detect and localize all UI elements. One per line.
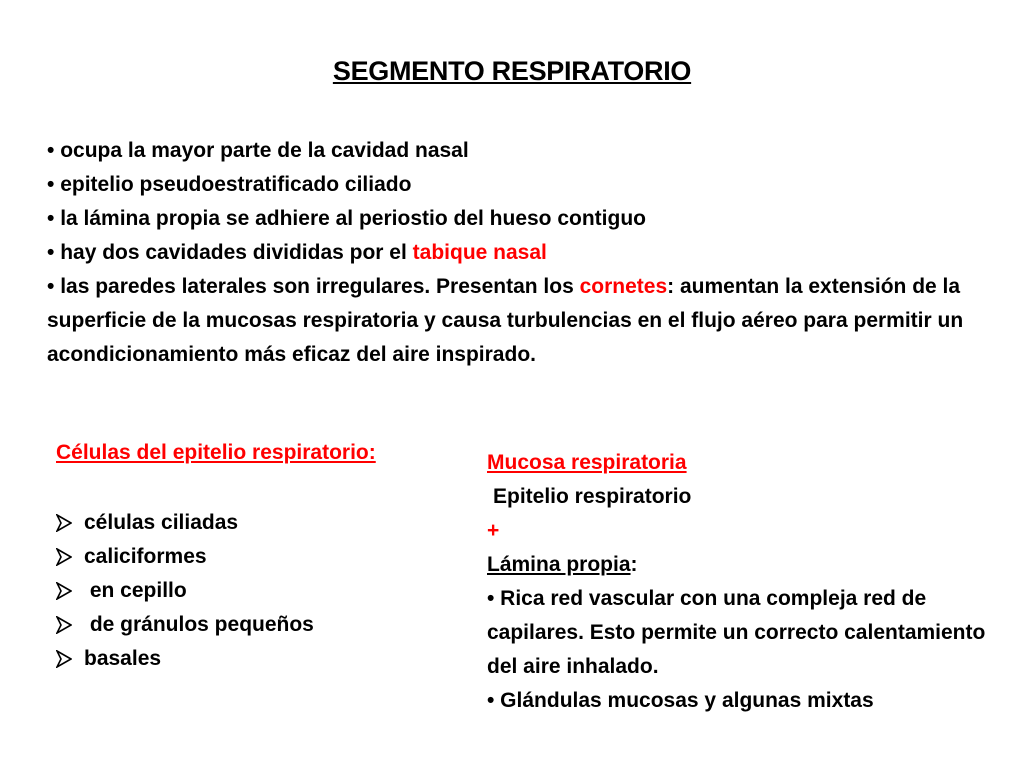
page-title: SEGMENTO RESPIRATORIO [332,56,692,86]
lamina-colon: : [630,553,638,576]
cell-type-label: en cepillo [84,579,187,602]
intro-bullet-1: • ocupa la mayor parte de la cavidad nasal [47,139,469,162]
arrow-bullet-icon [56,650,74,668]
tabique-nasal-highlight: tabique nasal [412,241,547,264]
arrow-bullet-icon [56,582,74,600]
intro-bullet-5: • las paredes laterales son irregulares. Presentan los cornetes: aumentan la extensión de la superficie de la mucosas respiratoria y causa turbulencias en el flujo aéreo para permitir un acondicionamiento más eficaz del aire inspirado. [47,275,964,366]
mucosa-bullet-2: • Glándulas mucosas y algunas mixtas [487,689,874,712]
list-item [56,506,314,540]
intro-bullets [47,134,997,372]
intro-bullet-4-text: hay dos cavidades divididas por el [60,241,413,264]
intro-bullet-5-text: las paredes laterales son irregulares. Presentan los [60,275,580,298]
mucosa-title: Mucosa respiratoria [487,451,687,474]
cell-type-label: basales [84,647,162,670]
intro-bullet-3-text: la lámina propia se adhiere al periostio del hueso contiguo [60,207,646,230]
mucosa-bullet-1: • Rica red vascular con una compleja red de capilares. Esto permite un correcto calentamiento del aire inhalado. [487,587,986,678]
cornetes-highlight: cornetes [579,275,668,298]
list-item [56,574,314,608]
intro-bullet-2: • epitelio pseudoestratificado ciliado [47,173,412,196]
cells-section-title: Células del epitelio respiratorio: [56,441,376,464]
arrow-bullet-icon [56,514,74,532]
arrow-bullet-icon [56,548,74,566]
list-item [56,642,314,676]
lamina-propia-label: Lámina propia [487,553,631,576]
intro-bullet-2-text: epitelio pseudoestratificado ciliado [60,173,412,196]
arrow-bullet-icon [56,616,74,634]
cells-list [56,506,314,676]
intro-bullet-3: • la lámina propia se adhiere al periostio del hueso contiguo [47,207,646,230]
list-item [56,540,314,574]
cell-type-label: células ciliadas [84,511,239,534]
intro-bullet-4: • hay dos cavidades divididas por el tabique nasal [47,241,547,264]
cell-type-label: de gránulos pequeños [84,613,314,636]
plus-sign: + [487,519,500,542]
epitelio-label: Epitelio respiratorio [493,485,692,508]
list-item [56,608,314,642]
mucosa-section [487,446,1017,718]
cell-type-label: caliciformes [84,545,207,568]
intro-bullet-1-text: ocupa la mayor parte de la cavidad nasal [60,139,469,162]
intro-bullet-5-continuation: : aumentan la extensión de la superficie de la mucosas respiratoria y causa turbulencias en el flujo aéreo para permitir un acondicionamiento más eficaz del aire inspirado. [47,275,964,366]
lamina-line [487,548,1017,582]
